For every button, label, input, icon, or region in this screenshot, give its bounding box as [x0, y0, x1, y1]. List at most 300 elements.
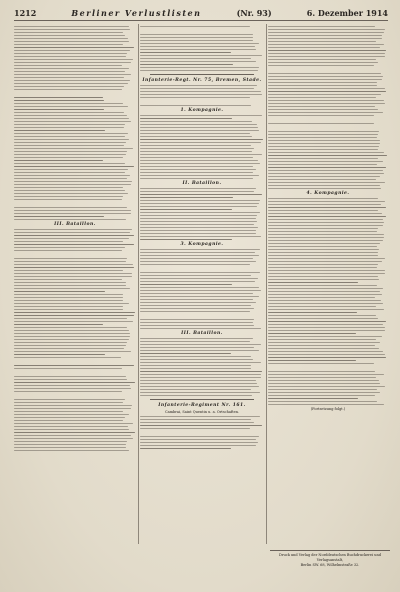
text-line	[140, 197, 233, 198]
column-divider	[266, 24, 267, 544]
text-line	[14, 423, 133, 424]
imprint-rule	[270, 550, 390, 551]
text-line	[14, 50, 130, 51]
text-line	[14, 112, 124, 113]
text-line	[268, 56, 385, 57]
text-line	[14, 247, 125, 248]
text-line	[14, 238, 129, 239]
text-line	[140, 389, 251, 390]
text-line	[268, 44, 384, 45]
text-line	[14, 447, 126, 448]
text-line	[268, 282, 358, 283]
text-line	[14, 196, 123, 197]
text-line	[140, 40, 253, 41]
text-line	[14, 388, 131, 389]
text-line	[14, 151, 127, 152]
imprint-line: Berlin SW. 68, Wilhelmstraße 32.	[300, 563, 360, 567]
text-line	[268, 377, 376, 378]
text-line	[268, 312, 357, 313]
text-line	[268, 264, 378, 265]
text-line	[268, 158, 378, 159]
continuation-note: (Fortsetzung folgt.)	[310, 407, 346, 411]
text-line	[140, 311, 250, 312]
text-line	[268, 182, 385, 183]
text-line	[14, 276, 132, 277]
text-line	[140, 124, 257, 125]
text-line	[14, 53, 127, 54]
text-line	[268, 155, 387, 156]
text-line	[14, 261, 126, 262]
text-line	[268, 294, 382, 295]
text-line	[268, 261, 382, 262]
text-line	[14, 379, 127, 380]
text-line	[14, 210, 131, 211]
text-line	[268, 207, 386, 208]
text-line	[14, 47, 134, 48]
text-line	[140, 436, 259, 437]
text-line	[14, 444, 126, 445]
text-line	[268, 354, 385, 355]
text-line	[268, 100, 384, 101]
text-line	[14, 163, 125, 164]
text-line	[268, 315, 376, 316]
regiment-heading: Infanterie-Regt. Nr. 75, Bremen, Stade.	[142, 78, 262, 83]
text-line	[268, 201, 385, 202]
page-header	[14, 6, 388, 21]
text-line	[268, 65, 374, 66]
text-line	[268, 404, 384, 405]
text-line	[140, 88, 254, 89]
text-line	[14, 89, 122, 90]
text-line	[268, 35, 382, 36]
text-line	[268, 137, 377, 138]
text-line	[14, 160, 103, 161]
text-line	[268, 73, 381, 74]
text-line	[140, 67, 259, 68]
text-line	[14, 300, 123, 301]
text-line	[140, 422, 254, 423]
text-line	[268, 285, 377, 286]
text-line	[140, 188, 256, 189]
text-line	[14, 303, 129, 304]
text-line	[268, 231, 377, 232]
text-line	[268, 222, 384, 223]
text-line	[140, 442, 258, 443]
text-line	[140, 287, 259, 288]
regiment-heading: Infanterie-Regiment Nr. 161.	[158, 403, 246, 408]
text-line	[268, 258, 385, 259]
text-line	[14, 172, 125, 173]
text-line	[14, 402, 123, 403]
text-line	[140, 380, 256, 381]
text-line	[268, 270, 385, 271]
text-line	[268, 109, 378, 110]
text-line	[14, 44, 123, 45]
text-line	[14, 142, 126, 143]
text-line	[268, 255, 378, 256]
text-line	[14, 408, 131, 409]
text-line	[268, 176, 380, 177]
text-line	[268, 395, 375, 396]
text-line	[140, 154, 262, 155]
text-line	[14, 190, 125, 191]
text-line	[14, 35, 125, 36]
text-line	[14, 285, 126, 286]
text-line	[140, 115, 262, 116]
text-line	[140, 353, 231, 354]
text-line	[140, 296, 259, 297]
text-line	[268, 336, 382, 337]
text-line	[14, 270, 123, 271]
text-line	[268, 401, 377, 402]
text-line	[268, 306, 376, 307]
text-line	[14, 368, 122, 369]
text-line	[140, 261, 256, 262]
text-line	[14, 139, 129, 140]
text-line	[14, 382, 135, 383]
text-line	[268, 371, 375, 372]
text-line	[140, 97, 250, 98]
text-line	[140, 425, 262, 426]
text-line	[140, 178, 253, 179]
text-line	[14, 391, 122, 392]
text-line	[140, 70, 258, 71]
section-heading: 4. Kompagnie.	[306, 191, 350, 196]
text-line	[14, 184, 131, 185]
text-line	[268, 363, 374, 364]
text-line	[14, 414, 129, 415]
text-line	[140, 26, 250, 27]
text-line	[140, 136, 252, 137]
text-line	[14, 250, 122, 251]
text-line	[14, 232, 130, 233]
text-line	[140, 377, 261, 378]
text-line	[268, 318, 378, 319]
text-line	[140, 64, 233, 65]
text-line	[268, 291, 380, 292]
issue-number: (Nr. 93)	[236, 8, 272, 18]
text-line	[268, 300, 381, 301]
text-line	[140, 118, 232, 119]
text-line	[14, 282, 126, 283]
text-line	[268, 198, 378, 199]
text-line	[140, 347, 254, 348]
text-line	[268, 213, 382, 214]
text-line	[268, 38, 382, 39]
text-line	[140, 46, 255, 47]
text-line	[268, 173, 384, 174]
text-line	[140, 157, 253, 158]
text-line	[140, 215, 257, 216]
text-line	[140, 293, 253, 294]
text-line	[268, 88, 385, 89]
text-line	[14, 71, 125, 72]
text-line	[268, 345, 375, 346]
issue-date: 6. Dezember 1914	[306, 8, 388, 18]
text-line	[268, 185, 380, 186]
text-line	[14, 41, 129, 42]
text-line	[268, 106, 375, 107]
text-line	[140, 395, 252, 396]
text-line	[14, 297, 123, 298]
text-line	[268, 161, 383, 162]
text-line	[14, 136, 125, 137]
text-line	[14, 435, 131, 436]
text-line	[140, 55, 262, 56]
text-line	[268, 249, 379, 250]
text-line	[140, 169, 256, 170]
text-line	[268, 32, 384, 33]
text-line	[14, 68, 129, 69]
text-line	[140, 392, 260, 393]
text-line	[140, 236, 261, 237]
text-line	[14, 244, 134, 245]
text-line	[268, 210, 378, 211]
text-line	[140, 278, 258, 279]
text-line	[268, 389, 377, 390]
page-number: 1212	[14, 8, 37, 18]
text-line	[268, 327, 385, 328]
text-line	[14, 264, 133, 265]
text-line	[140, 359, 253, 360]
text-line	[268, 357, 386, 358]
text-line	[14, 166, 134, 167]
text-line	[268, 152, 384, 153]
text-line	[140, 258, 253, 259]
text-line	[140, 281, 255, 282]
text-line	[14, 229, 132, 230]
text-line	[14, 327, 127, 328]
text-line	[140, 275, 251, 276]
text-line	[268, 309, 384, 310]
text-line	[140, 308, 254, 309]
text-line	[268, 123, 374, 124]
text-line	[268, 225, 383, 226]
text-line	[140, 200, 260, 201]
text-line	[14, 342, 127, 343]
text-line	[14, 56, 126, 57]
text-line	[14, 306, 123, 307]
section-rule	[150, 399, 254, 400]
text-column-right	[268, 24, 388, 544]
text-line	[14, 318, 127, 319]
text-line	[140, 305, 251, 306]
text-line	[14, 124, 125, 125]
text-line	[14, 115, 127, 116]
text-line	[268, 134, 378, 135]
text-column-middle	[140, 24, 264, 544]
text-line	[268, 112, 383, 113]
text-line	[268, 146, 379, 147]
text-line	[140, 172, 253, 173]
text-line	[140, 374, 261, 375]
text-line	[140, 230, 256, 231]
text-line	[14, 385, 130, 386]
text-line	[268, 243, 380, 244]
text-line	[140, 255, 259, 256]
text-line	[14, 365, 134, 366]
text-line	[14, 157, 123, 158]
text-line	[268, 386, 385, 387]
text-line	[14, 207, 127, 208]
text-line	[14, 193, 128, 194]
text-line	[14, 59, 133, 60]
text-line	[14, 83, 128, 84]
text-line	[268, 170, 383, 171]
text-line	[140, 249, 260, 250]
text-line	[140, 142, 261, 143]
text-line	[140, 203, 259, 204]
text-line	[14, 154, 126, 155]
text-line	[14, 62, 131, 63]
text-line	[14, 38, 128, 39]
text-line	[140, 272, 260, 273]
text-line	[268, 321, 386, 322]
text-line	[140, 133, 250, 134]
text-line	[268, 267, 377, 268]
text-line	[268, 82, 377, 83]
text-line	[14, 109, 104, 110]
text-line	[140, 419, 251, 420]
text-line	[268, 273, 385, 274]
text-line	[268, 234, 384, 235]
text-line	[140, 151, 252, 152]
text-line	[14, 74, 131, 75]
text-line	[268, 279, 379, 280]
text-line	[268, 164, 377, 165]
text-line	[268, 204, 381, 205]
section-rule	[150, 74, 254, 75]
text-line	[14, 213, 131, 214]
text-line	[140, 233, 256, 234]
section-heading: II. Bataillon.	[182, 181, 222, 186]
text-line	[14, 351, 131, 352]
text-line	[14, 312, 135, 313]
text-line	[268, 131, 379, 132]
text-line	[14, 376, 126, 377]
text-line	[268, 348, 379, 349]
text-line	[140, 368, 251, 369]
text-line	[268, 330, 385, 331]
text-line	[14, 438, 133, 439]
text-line	[140, 264, 250, 265]
text-line	[140, 439, 256, 440]
column-divider	[138, 24, 139, 544]
text-line	[268, 91, 386, 92]
text-line	[140, 341, 250, 342]
text-line	[268, 41, 376, 42]
section-heading: 1. Kompagnie.	[180, 108, 224, 113]
text-line	[14, 235, 134, 236]
text-line	[268, 252, 378, 253]
text-line	[140, 218, 256, 219]
text-line	[268, 29, 385, 30]
text-line	[140, 121, 252, 122]
text-line	[14, 175, 130, 176]
text-line	[140, 371, 262, 372]
text-line	[140, 206, 257, 207]
text-line	[268, 179, 376, 180]
text-line	[140, 319, 254, 320]
text-column-left	[14, 24, 136, 544]
text-line	[268, 333, 356, 334]
text-line	[140, 91, 261, 92]
text-line	[268, 342, 380, 343]
text-line	[140, 350, 259, 351]
text-line	[140, 212, 260, 213]
section-heading: III. Bataillon.	[54, 222, 96, 227]
text-line	[14, 258, 127, 259]
section-heading: 3. Kompagnie.	[180, 242, 224, 247]
text-line	[14, 106, 128, 107]
text-line	[14, 133, 128, 134]
text-line	[268, 143, 380, 144]
text-line	[140, 52, 231, 53]
text-line	[140, 175, 259, 176]
imprint-line: Druck und Verlag der Norddeutschen Buchdruckerei und Verlagsanstalt,	[279, 553, 381, 562]
text-line	[140, 325, 254, 326]
text-line	[14, 357, 121, 358]
text-line	[140, 221, 257, 222]
text-line	[268, 79, 382, 80]
text-line	[140, 224, 254, 225]
text-line	[140, 148, 254, 149]
text-line	[268, 276, 378, 277]
text-line	[268, 85, 377, 86]
text-line	[268, 374, 384, 375]
text-line	[268, 246, 377, 247]
text-line	[14, 417, 125, 418]
text-line	[14, 426, 128, 427]
text-line	[14, 65, 122, 66]
text-line	[140, 299, 253, 300]
text-line	[140, 85, 257, 86]
imprint	[270, 548, 390, 568]
text-line	[14, 321, 133, 322]
text-line	[14, 80, 130, 81]
text-line	[140, 428, 250, 429]
text-line	[268, 97, 376, 98]
text-line	[140, 302, 256, 303]
text-line	[268, 288, 383, 289]
text-line	[140, 49, 256, 50]
text-line	[14, 330, 129, 331]
text-line	[14, 399, 125, 400]
text-line	[268, 240, 383, 241]
text-line	[268, 219, 383, 220]
text-line	[14, 145, 124, 146]
text-line	[140, 139, 263, 140]
text-line	[140, 284, 232, 285]
text-line	[268, 140, 380, 141]
text-line	[140, 145, 251, 146]
text-line	[140, 209, 232, 210]
text-line	[14, 429, 129, 430]
text-line	[14, 441, 127, 442]
text-line	[14, 100, 104, 101]
text-line	[140, 344, 261, 345]
text-line	[140, 365, 251, 366]
text-line	[140, 94, 262, 95]
text-line	[268, 188, 381, 189]
section-subheading: Cambrai, Saint Quentin u. a. Ortschaften.	[164, 410, 240, 414]
text-line	[268, 360, 356, 361]
text-line	[268, 398, 358, 399]
text-line	[268, 50, 386, 51]
text-line	[140, 105, 251, 106]
text-line	[14, 288, 130, 289]
text-line	[14, 29, 130, 30]
